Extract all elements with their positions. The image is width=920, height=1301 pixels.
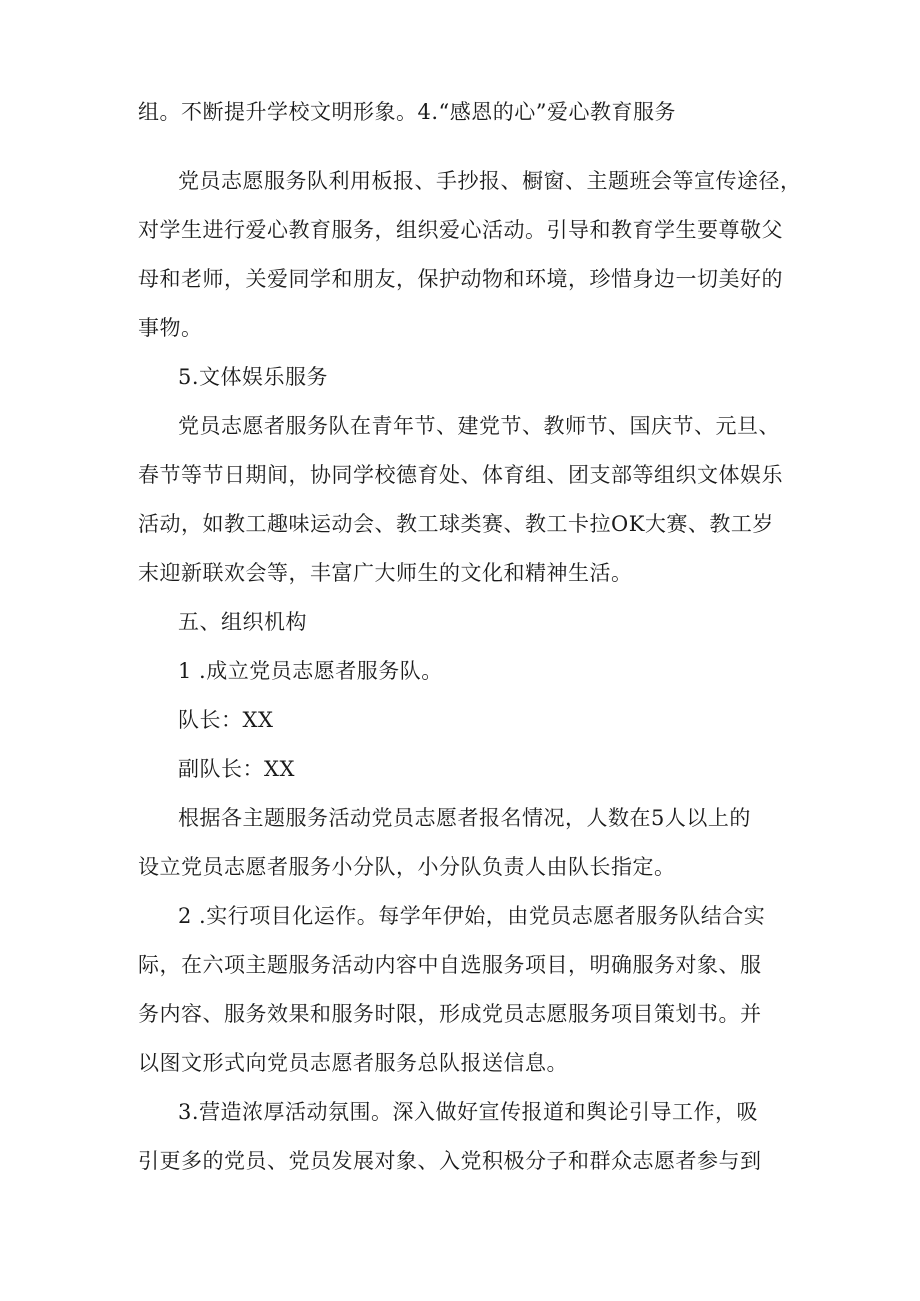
paragraph-line: 末迎新联欢会等，丰富广大师生的文化和精神生活。 <box>138 561 633 585</box>
paragraph-line: 队长：XX <box>178 708 274 732</box>
paragraph-line: 党员志愿服务队利用板报、手抄报、橱窗、主题班会等宣传途径， <box>178 169 802 193</box>
paragraph-line: 务内容、服务效果和服务时限，形成党员志愿服务项目策划书。并 <box>138 1002 762 1026</box>
paragraph-line: 设立党员志愿者服务小分队，小分队负责人由队长指定。 <box>138 855 676 879</box>
paragraph-line: 引更多的党员、党员发展对象、入党积极分子和群众志愿者参与到 <box>138 1149 762 1173</box>
paragraph-line: 副队长：XX <box>178 757 295 781</box>
paragraph-line: 组。不断提升学校文明形象。4.“感恩的心”爱心教育服务 <box>138 100 677 124</box>
paragraph-line: 以图文形式向党员志愿者服务总队报送信息。 <box>138 1051 568 1075</box>
paragraph-line: 党员志愿者服务队在青年节、建党节、教师节、国庆节、元旦、 <box>178 414 780 438</box>
paragraph-line: 活动，如教工趣味运动会、教工球类赛、教工卡拉OK大赛、教工岁 <box>138 512 774 536</box>
paragraph-line: 际，在六项主题服务活动内容中自选服务项目，明确服务对象、服 <box>138 953 762 977</box>
section-heading: 五、组织机构 <box>178 610 307 634</box>
section-heading: 5.文体娱乐服务 <box>178 365 329 389</box>
paragraph-line: 对学生进行爱心教育服务，组织爱心活动。引导和教育学生要尊敬父 <box>138 218 783 242</box>
paragraph-line: 根据各主题服务活动党员志愿者报名情况，人数在5人以上的 <box>178 806 751 830</box>
list-item: 3.营造浓厚活动氛围。深入做好宣传报道和舆论引导工作，吸 <box>178 1100 759 1124</box>
list-item: 1 .成立党员志愿者服务队。 <box>178 659 443 683</box>
paragraph-line: 母和老师，关爱同学和朋友，保护动物和环境，珍惜身边一切美好的 <box>138 267 783 291</box>
paragraph-line: 事物。 <box>138 316 203 340</box>
paragraph-line: 春节等节日期间，协同学校德育处、体育组、团支部等组织文体娱乐 <box>138 463 783 487</box>
list-item: 2 .实行项目化运作。每学年伊始，由党员志愿者服务队结合实 <box>178 904 766 928</box>
